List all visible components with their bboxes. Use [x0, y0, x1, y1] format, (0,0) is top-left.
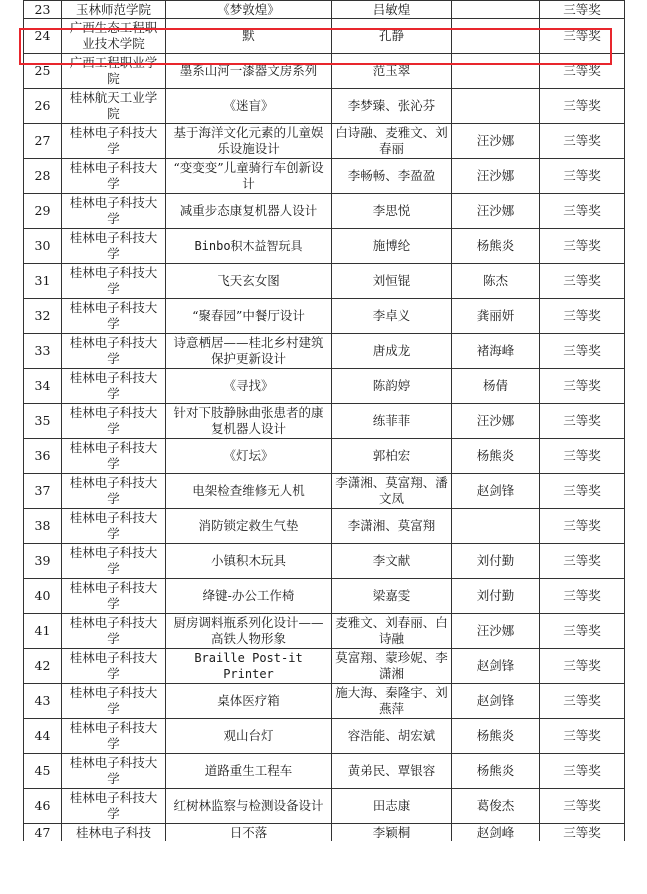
teacher-name: 陈杰: [452, 264, 540, 299]
table-row: [24, 439, 625, 474]
table-row: [24, 509, 625, 544]
award-level: 三等奖: [540, 19, 625, 54]
award-level: 三等奖: [540, 299, 625, 334]
row-number: 46: [24, 789, 62, 824]
work-title: 观山台灯: [166, 719, 332, 754]
award-level: 三等奖: [540, 334, 625, 369]
row-number: 31: [24, 264, 62, 299]
table-row: [24, 789, 625, 824]
row-number: 44: [24, 719, 62, 754]
school-name: 桂林电子科技大学: [62, 124, 166, 159]
row-number: 43: [24, 684, 62, 719]
table-row: [24, 229, 625, 264]
teacher-name: 汪沙娜: [452, 194, 540, 229]
work-title: 《迷盲》: [166, 89, 332, 124]
author-names: 李颖桐: [332, 824, 452, 842]
school-name: 桂林电子科技大学: [62, 159, 166, 194]
table-row: [24, 299, 625, 334]
author-names: 麦雅文、刘春丽、白诗融: [332, 614, 452, 649]
school-name: 桂林电子科技大学: [62, 404, 166, 439]
school-name: 桂林电子科技大学: [62, 684, 166, 719]
school-name: 桂林航天工业学院: [62, 89, 166, 124]
author-names: 陈韵婷: [332, 369, 452, 404]
award-table: [23, 0, 625, 841]
award-level: 三等奖: [540, 264, 625, 299]
school-name: 桂林电子科技大学: [62, 649, 166, 684]
row-number: 36: [24, 439, 62, 474]
row-number: 33: [24, 334, 62, 369]
work-title: Braille Post-it Printer: [166, 649, 332, 684]
row-number: 39: [24, 544, 62, 579]
author-names: 唐成龙: [332, 334, 452, 369]
school-name: 桂林电子科技大学: [62, 334, 166, 369]
row-number: 37: [24, 474, 62, 509]
row-number: 34: [24, 369, 62, 404]
table-row: [24, 684, 625, 719]
row-number: 28: [24, 159, 62, 194]
work-title: 默: [166, 19, 332, 54]
row-number: 38: [24, 509, 62, 544]
row-number: 42: [24, 649, 62, 684]
teacher-name: 杨熊炎: [452, 439, 540, 474]
award-level: 三等奖: [540, 369, 625, 404]
award-level: 三等奖: [540, 194, 625, 229]
school-name: 桂林电子科技大学: [62, 614, 166, 649]
teacher-name: [452, 89, 540, 124]
teacher-name: 赵剑锋: [452, 474, 540, 509]
work-title: 小镇积木玩具: [166, 544, 332, 579]
row-number: 24: [24, 19, 62, 54]
school-name: 广西生态工程职业技术学院: [62, 19, 166, 54]
award-level: 三等奖: [540, 229, 625, 264]
work-title: 诗意栖居——桂北乡村建筑保护更新设计: [166, 334, 332, 369]
school-name: 桂林电子科技大学: [62, 509, 166, 544]
row-number: 30: [24, 229, 62, 264]
work-title: 厨房调料瓶系列化设计——高铁人物形象: [166, 614, 332, 649]
table-row: [24, 614, 625, 649]
teacher-name: 赵剑锋: [452, 684, 540, 719]
author-names: 李潇湘、莫富翔、潘文凤: [332, 474, 452, 509]
school-name: 桂林电子科技大学: [62, 229, 166, 264]
table-row: [24, 579, 625, 614]
school-name: 桂林电子科技大学: [62, 544, 166, 579]
author-names: 梁嘉雯: [332, 579, 452, 614]
work-title: 《梦敦煌》: [166, 1, 332, 19]
row-number: 27: [24, 124, 62, 159]
work-title: 基于海洋文化元素的儿童娱乐设施设计: [166, 124, 332, 159]
award-level: 三等奖: [540, 509, 625, 544]
teacher-name: 汪沙娜: [452, 124, 540, 159]
table-row: [24, 334, 625, 369]
work-title: 墨系山河一漆器文房系列: [166, 54, 332, 89]
author-names: 李梦臻、张沁芬: [332, 89, 452, 124]
author-names: 白诗融、麦雅文、刘春丽: [332, 124, 452, 159]
row-number: 23: [24, 1, 62, 19]
row-number: 35: [24, 404, 62, 439]
work-title: “聚春园”中餐厅设计: [166, 299, 332, 334]
work-title: 日不落: [166, 824, 332, 842]
teacher-name: 葛俊杰: [452, 789, 540, 824]
work-title: 桌体医疗箱: [166, 684, 332, 719]
school-name: 桂林电子科技大学: [62, 579, 166, 614]
award-level: 三等奖: [540, 474, 625, 509]
table-row: [24, 124, 625, 159]
author-names: 容浩能、胡宏斌: [332, 719, 452, 754]
teacher-name: 汪沙娜: [452, 404, 540, 439]
author-names: 李思悦: [332, 194, 452, 229]
author-names: 李卓义: [332, 299, 452, 334]
table-row: [24, 89, 625, 124]
author-names: 吕敏煌: [332, 1, 452, 19]
table-row: [24, 649, 625, 684]
teacher-name: 杨倩: [452, 369, 540, 404]
work-title: 飞天玄女图: [166, 264, 332, 299]
table-row: [24, 824, 625, 842]
work-title: 红树林监察与检测设备设计: [166, 789, 332, 824]
school-name: 广西工程职业学院: [62, 54, 166, 89]
school-name: 桂林电子科技大学: [62, 789, 166, 824]
award-list-sheet: [23, 0, 624, 841]
work-title: 《寻找》: [166, 369, 332, 404]
author-names: 郭柏宏: [332, 439, 452, 474]
school-name: 桂林电子科技大学: [62, 369, 166, 404]
award-level: 三等奖: [540, 684, 625, 719]
table-row: [24, 264, 625, 299]
school-name: 玉林师范学院: [62, 1, 166, 19]
table-row: [24, 719, 625, 754]
work-title: 减重步态康复机器人设计: [166, 194, 332, 229]
school-name: 桂林电子科技大学: [62, 719, 166, 754]
work-title: Binbo积木益智玩具: [166, 229, 332, 264]
author-names: 李文献: [332, 544, 452, 579]
award-level: 三等奖: [540, 789, 625, 824]
school-name: 桂林电子科技: [62, 824, 166, 842]
award-level: 三等奖: [540, 754, 625, 789]
row-number: 41: [24, 614, 62, 649]
table-row: [24, 404, 625, 439]
award-level: 三等奖: [540, 614, 625, 649]
school-name: 桂林电子科技大学: [62, 754, 166, 789]
teacher-name: 杨熊炎: [452, 754, 540, 789]
award-level: 三等奖: [540, 649, 625, 684]
author-names: 刘恒锟: [332, 264, 452, 299]
school-name: 桂林电子科技大学: [62, 264, 166, 299]
teacher-name: 杨熊炎: [452, 229, 540, 264]
row-number: 32: [24, 299, 62, 334]
award-level: 三等奖: [540, 439, 625, 474]
teacher-name: [452, 19, 540, 54]
row-number: 47: [24, 824, 62, 842]
teacher-name: 汪沙娜: [452, 159, 540, 194]
row-number: 29: [24, 194, 62, 229]
award-level: 三等奖: [540, 54, 625, 89]
author-names: 田志康: [332, 789, 452, 824]
work-title: 道路重生工程车: [166, 754, 332, 789]
row-number: 25: [24, 54, 62, 89]
author-names: 施博纶: [332, 229, 452, 264]
row-number: 26: [24, 89, 62, 124]
author-names: 范玉翠: [332, 54, 452, 89]
work-title: 针对下肢静脉曲张患者的康复机器人设计: [166, 404, 332, 439]
author-names: 李潇湘、莫富翔: [332, 509, 452, 544]
award-level: 三等奖: [540, 579, 625, 614]
award-level: 三等奖: [540, 124, 625, 159]
teacher-name: [452, 54, 540, 89]
award-level: 三等奖: [540, 404, 625, 439]
table-row: [24, 54, 625, 89]
table-row: [24, 474, 625, 509]
work-title: “变变变”儿童骑行车创新设计: [166, 159, 332, 194]
teacher-name: 杨熊炎: [452, 719, 540, 754]
author-names: 孔静: [332, 19, 452, 54]
work-title: 消防锁定救生气垫: [166, 509, 332, 544]
school-name: 桂林电子科技大学: [62, 299, 166, 334]
school-name: 桂林电子科技大学: [62, 439, 166, 474]
author-names: 黄弟民、覃银容: [332, 754, 452, 789]
award-level: 三等奖: [540, 159, 625, 194]
teacher-name: 赵剑峰: [452, 824, 540, 842]
table-row: [24, 194, 625, 229]
award-level: 三等奖: [540, 89, 625, 124]
table-row: [24, 544, 625, 579]
school-name: 桂林电子科技大学: [62, 194, 166, 229]
teacher-name: 刘付勤: [452, 544, 540, 579]
award-level: 三等奖: [540, 719, 625, 754]
author-names: 练菲菲: [332, 404, 452, 439]
work-title: 《灯坛》: [166, 439, 332, 474]
row-number: 45: [24, 754, 62, 789]
table-row: [24, 1, 625, 19]
award-level: 三等奖: [540, 824, 625, 842]
author-names: 李畅畅、李盈盈: [332, 159, 452, 194]
author-names: 莫富翔、蒙珍妮、李潇湘: [332, 649, 452, 684]
table-row: [24, 369, 625, 404]
table-row: [24, 19, 625, 54]
table-row: [24, 754, 625, 789]
award-level: 三等奖: [540, 544, 625, 579]
school-name: 桂林电子科技大学: [62, 474, 166, 509]
author-names: 施大海、秦隆宇、刘燕萍: [332, 684, 452, 719]
teacher-name: 褚海峰: [452, 334, 540, 369]
teacher-name: 龚丽妍: [452, 299, 540, 334]
teacher-name: 赵剑锋: [452, 649, 540, 684]
work-title: 电架检查维修无人机: [166, 474, 332, 509]
row-number: 40: [24, 579, 62, 614]
teacher-name: [452, 509, 540, 544]
teacher-name: 汪沙娜: [452, 614, 540, 649]
teacher-name: 刘付勤: [452, 579, 540, 614]
work-title: 绛键-办公工作椅: [166, 579, 332, 614]
teacher-name: [452, 1, 540, 19]
award-level: 三等奖: [540, 1, 625, 19]
table-row: [24, 159, 625, 194]
